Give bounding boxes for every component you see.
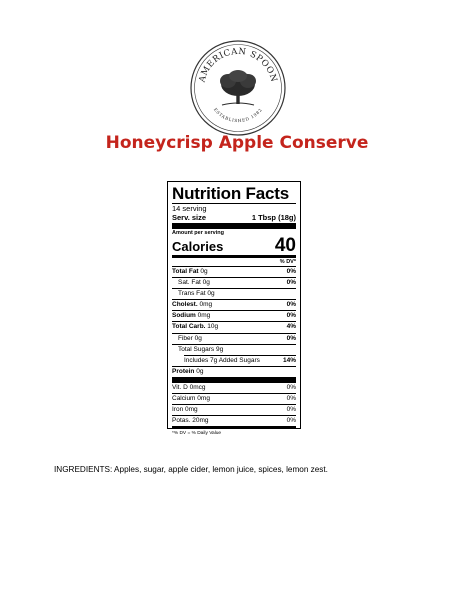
nutrition-heading: Nutrition Facts <box>172 184 289 203</box>
nutrient-row-total-fat: Total Fat 0g 0% <box>172 268 296 275</box>
vitamin-row-potassium: Potas. 20mg 0% <box>172 417 296 425</box>
nutrient-row-trans-fat: Trans Fat 0g <box>178 290 215 298</box>
logo-bottom-text: ESTABLISHED 1982 <box>212 106 264 124</box>
calories-row <box>172 237 296 255</box>
vitamin-row-iron: Iron 0mg 0% <box>172 406 296 414</box>
nutrient-row-total-carb: Total Carb. 10g 4% <box>172 323 296 331</box>
logo-top-text: AMERICAN SPOON <box>197 46 279 84</box>
nutrient-row-sat-fat: Sat. Fat 0g 0% <box>178 279 296 287</box>
product-title: Honeycrisp Apple Conserve <box>105 133 369 153</box>
dv-header: % DV* <box>279 259 296 265</box>
tree-icon <box>220 70 256 105</box>
nutrition-facts-panel <box>167 181 301 437</box>
servings-per-container: 14 serving <box>172 204 207 213</box>
amount-per-serving: Amount per serving <box>172 230 224 236</box>
serving-size <box>172 213 296 223</box>
nutrient-row-fiber: Fiber 0g 0% <box>178 334 296 342</box>
nutrient-row-added-sugars: Includes 7g Added Sugars 14% <box>184 356 296 364</box>
vitamin-row-calcium: Calcium 0mg 0% <box>172 395 296 403</box>
nutrient-row-protein: Protein 0g <box>172 367 204 375</box>
ingredients-text: INGREDIENTS: Apples, sugar, apple cider, lemon juice, spices, lemon zest. <box>54 465 328 474</box>
american-spoon-logo <box>188 38 288 138</box>
nutrient-row-total-sugars: Total Sugars 9g <box>178 345 224 353</box>
nutrient-row-sodium: Sodium 0mg 0% <box>172 312 296 320</box>
nutrient-row-cholesterol: Cholest. 0mg 0% <box>172 301 296 309</box>
calories-value: 40 <box>274 235 296 256</box>
serving-size-value: 1 Tbsp (18g) <box>251 213 296 222</box>
calories-label: Calories <box>172 239 224 254</box>
serving-size-label: Serv. size <box>172 213 207 222</box>
dv-footnote: *% DV = % Daily Value <box>172 431 222 437</box>
vitamin-row-vit-d: Vit. D 0mcg 0% <box>172 383 296 391</box>
